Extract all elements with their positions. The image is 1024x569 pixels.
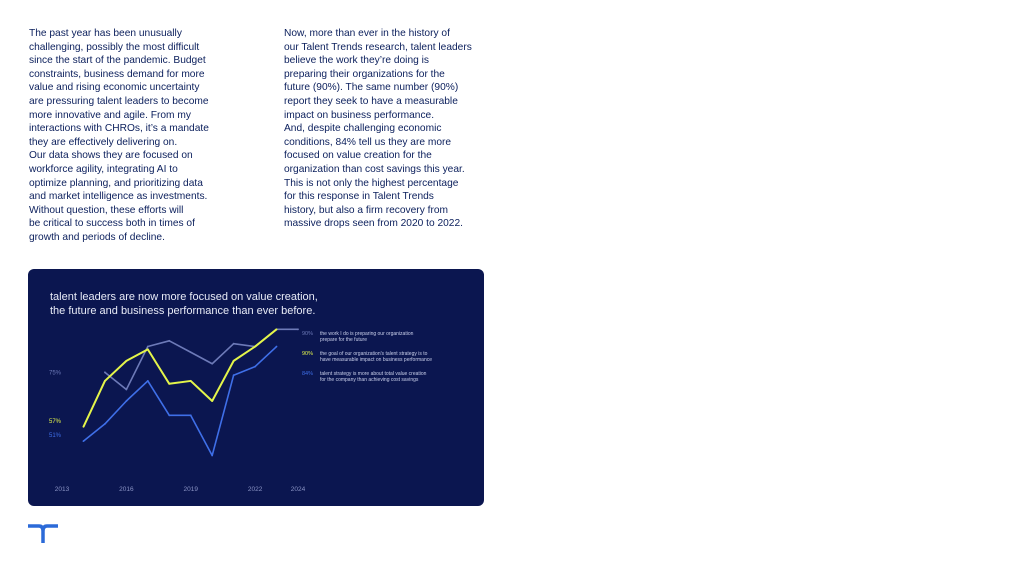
data-point (83, 426, 85, 428)
legend-entry: the work I do is preparing our organization prepare for the future (320, 331, 414, 343)
x-tick-label: 2016 (119, 486, 134, 493)
legend-value: 90% (302, 331, 314, 337)
chart-title: talent leaders are now more focused on value creation, the future and business performance than ever before. (50, 291, 318, 317)
x-tick-label: 2024 (290, 486, 306, 493)
data-point (147, 346, 149, 348)
series-line (105, 329, 298, 389)
intro-text-left (29, 27, 234, 245)
x-tick-label: 2013 (54, 486, 70, 493)
data-point (168, 340, 170, 342)
data-point (147, 380, 149, 382)
data-point (125, 360, 127, 362)
data-point (83, 440, 85, 442)
x-tick-label: 2022 (247, 486, 263, 493)
intro-paragraph-left: The past year has been unusually challenging, possibly the most difficult since the start of the pandemic. Budget constraints, business demand for more value and rising economic uncertainty are pressuring talent leaders to become more innovative and agile. From my interactions with CHROs, it’s a mandate they are effectively delivering on. Our data shows they are focused on workforce agility, integrating AI to optimize planning, and prioritizing data and market intelligence as investments. Without question, these efforts will be critical to success both in times of growth and periods of decline. (29, 28, 209, 243)
data-point (211, 400, 213, 402)
data-point (211, 455, 213, 457)
data-point (190, 351, 192, 353)
start-value-label: 51% (49, 433, 62, 440)
data-point (125, 389, 127, 391)
data-point (233, 343, 235, 345)
intro-text-right (284, 27, 494, 231)
data-point (276, 328, 278, 330)
legend-entry: talent strategy is more about total value creation for the company than achieving cost savings (320, 371, 427, 383)
data-point (254, 346, 256, 348)
chart-card (28, 269, 484, 506)
intro-paragraph-right: Now, more than ever in the history of our Talent Trends research, talent leaders believe the work they’re doing is preparing their organizations for the future (90%). The same number (90%) report they seek to have a measurable impact on business performance. And, despite challenging economic conditions, 84% tell us they are more focused on value creation for the organization than cost savings this year. This is not only the highest percentage for this response in Talent Trends history, but also a firm recovery from massive drops seen from 2020 to 2022. (284, 28, 472, 230)
legend-value: 84% (302, 371, 314, 377)
annotation-label: 75% (49, 370, 62, 377)
data-point (254, 366, 256, 368)
data-point (190, 380, 192, 382)
legend-value: 90% (302, 351, 314, 357)
data-point (104, 423, 106, 425)
data-point (233, 360, 235, 362)
legend-entry: the goal of our organization's talent strategy is to have measurable impact on business performance (320, 351, 433, 363)
brand-logo-icon (28, 523, 58, 543)
data-point (190, 414, 192, 416)
line-chart (28, 269, 484, 506)
data-point (147, 349, 149, 351)
data-point (104, 380, 106, 382)
x-tick-label: 2019 (183, 486, 198, 493)
data-point (297, 328, 299, 330)
data-point (276, 346, 278, 348)
data-point (211, 363, 213, 365)
series-line (83, 347, 276, 456)
data-point (233, 374, 235, 376)
data-point (168, 414, 170, 416)
data-point (168, 383, 170, 385)
data-point (104, 371, 106, 373)
data-point (125, 400, 127, 402)
start-value-label: 57% (49, 418, 62, 425)
